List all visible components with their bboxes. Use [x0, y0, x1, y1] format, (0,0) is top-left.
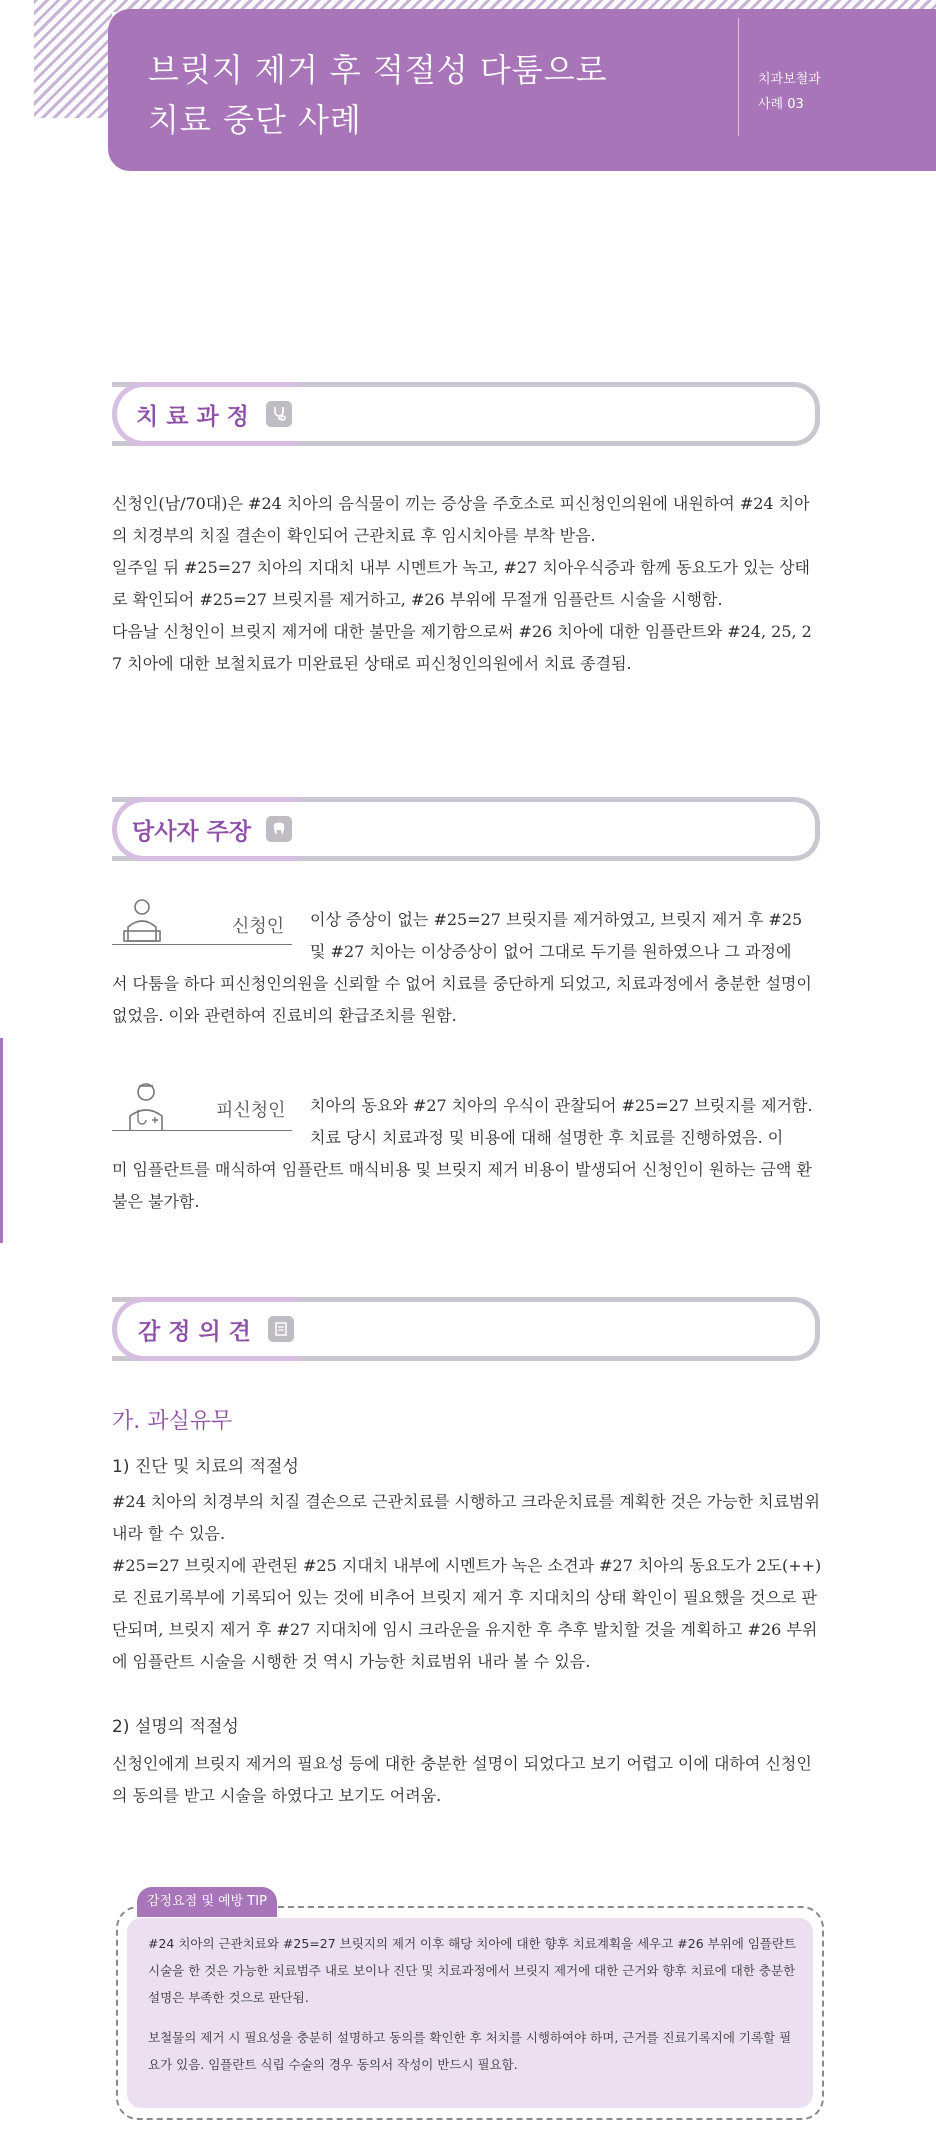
page-title	[148, 46, 708, 145]
case-number: 사례 03	[758, 96, 804, 112]
respondent-label: 피신청인	[216, 1100, 286, 1121]
page-title-line1: 브릿지 제거 후 적절성 다툼으로	[148, 51, 608, 89]
opinion-subheading-1: 1) 진단 및 치료의 적절성	[112, 1457, 299, 1477]
stethoscope-icon	[266, 401, 292, 427]
case-category: 치과보철과	[758, 72, 821, 87]
respondent-claim-first: 치아의 동요와 #27 치아의 우식이 관찰되어 #25=27 브릿지를 제거함. 치료 당시 치료과정 및 비용에 대해 설명한 후 치료를 진행하였음. 이	[310, 1096, 813, 1147]
applicant-claim-rest: 서 다툼을 하다 피신청인의원을 신뢰할 수 없어 치료를 중단하게 되었고, 치료과정에서 충분한 설명이 없었음. 이와 관련하여 진료비의 환급조치를 원함.	[112, 974, 812, 1025]
treatment-paragraph-3: 다음날 신청인이 브릿지 제거에 대한 불만을 제기함으로써 #26 치아에 대한 임플란트와 #24, 25, 27 치아에 대한 보철치료가 미완료된 상태로 피신청인의원에서 치료 종결됨.	[112, 622, 812, 673]
case-meta	[758, 68, 821, 117]
opinion-paragraph-3: 신청인에게 브릿지 제거의 필요성 등에 대한 충분한 설명이 되었다고 보기 어렵고 이에 대하여 신청인의 동의를 받고 시술을 하였다고 보기도 어려움.	[112, 1754, 812, 1805]
section-title-treatment: 치 료 과 정	[136, 404, 249, 430]
tip-paragraph-2: 보철물의 제거 시 필요성을 충분히 설명하고 동의를 확인한 후 처치를 시행하여야 하며, 근거를 진료기록지에 기록할 필요가 있음. 임플란트 식립 수술의 경우 동의서 작성이 반드시 필요함.	[148, 2030, 792, 2072]
respondent-underline	[112, 1130, 292, 1131]
tip-paragraph-1: #24 치아의 근관치료와 #25=27 브릿지의 제거 이후 해당 치아에 대한 향후 치료계획을 세우고 #26 부위에 임플란트 시술을 한 것은 가능한 치료범주 내로 보이나 진단 및 치료과정에서 브릿지 제거에 대한 근거와 향후 치료에 대한 충분한 설명은 부족한 것으로 판단됨.	[148, 1936, 797, 2005]
header-divider	[738, 18, 739, 136]
opinion-paragraph-1: #24 치아의 치경부의 치질 결손으로 근관치료를 시행하고 크라운치료를 계획한 것은 가능한 치료범위 내라 할 수 있음.	[112, 1492, 820, 1543]
document-icon	[268, 1316, 294, 1342]
respondent-claim-rest: 미 임플란트를 매식하여 임플란트 매식비용 및 브릿지 제거 비용이 발생되어 신청인이 원하는 금액 환불은 불가함.	[112, 1160, 812, 1211]
opinion-paragraph-2: #25=27 브릿지에 관련된 #25 지대치 내부에 시멘트가 녹은 소견과 #27 치아의 동요도가 2도(++)로 진료기록부에 기록되어 있는 것에 비추어 브릿지 제거 후 지대치의 상태 확인이 필요했을 것으로 판단되며, 브릿지 제거 후 #27 지대치에 임시 크라운을 유지한 후 추후 발치할 것을 계획하고 #26 부위에 임플란트 시술을 시행한 것 역시 가능한 치료범위 내라 볼 수 있음.	[112, 1556, 822, 1671]
treatment-paragraph-2: 일주일 뒤 #25=27 치아의 지대치 내부 시멘트가 녹고, #27 치아우식증과 함께 동요도가 있는 상태로 확인되어 #25=27 브릿지를 제거하고, #26 부위에 무절개 임플란트 시술을 시행함.	[112, 558, 811, 609]
tip-label: 감정요점 및 예방 TIP	[137, 1887, 277, 1917]
section-title-opinion: 감 정 의 견	[138, 1319, 251, 1345]
section-title-claims: 당사자 주장	[132, 819, 252, 845]
opinion-subheading-2: 2) 설명의 적절성	[112, 1717, 239, 1737]
opinion-text-1	[112, 1486, 822, 1678]
applicant-claim-first: 이상 증상이 없는 #25=27 브릿지를 제거하였고, 브릿지 제거 후 #25 및 #27 치아는 이상증상이 없어 그대로 두기를 원하였으나 그 과정에	[310, 910, 803, 961]
tooth-icon	[266, 816, 292, 842]
header-hatch-corner	[34, 0, 112, 118]
treatment-paragraph-1: 신청인(남/70대)은 #24 치아의 음식물이 끼는 증상을 주호소로 피신청인의원에 내원하여 #24 치아의 치경부의 치질 결손이 확인되어 근관치료 후 임시치아를 부착 받음.	[112, 494, 810, 545]
opinion-heading: 가. 과실유무	[112, 1409, 233, 1434]
applicant-label: 신청인	[232, 916, 285, 937]
page-title-line2: 치료 중단 사례	[148, 100, 362, 139]
treatment-text	[112, 488, 822, 680]
opinion-text-2	[112, 1748, 822, 1812]
left-margin-marker	[0, 1038, 3, 1243]
applicant-underline	[112, 944, 292, 945]
applicant-person-icon	[120, 897, 170, 951]
